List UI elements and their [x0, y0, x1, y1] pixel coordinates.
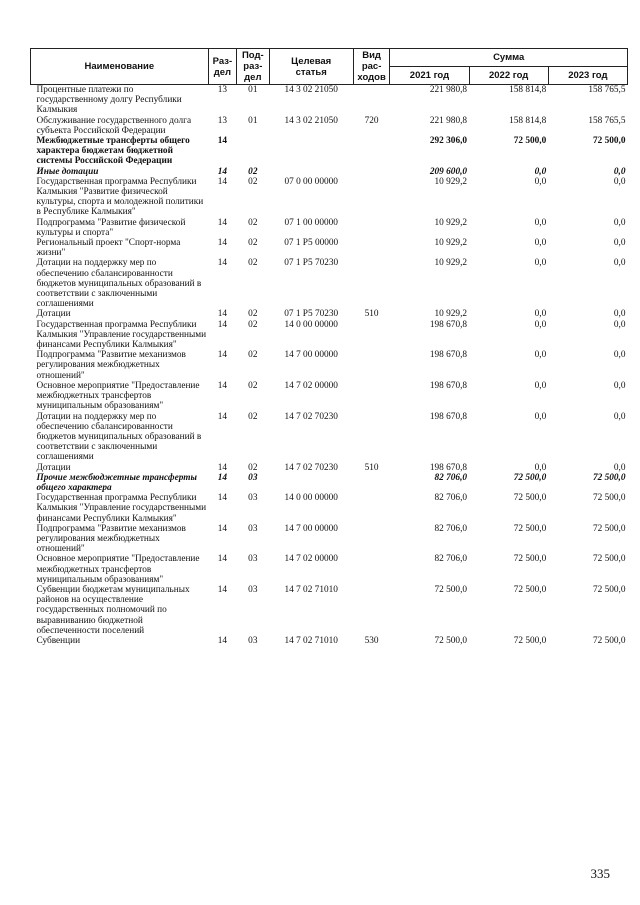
row-article: 14 0 00 00000: [284, 319, 338, 330]
row-sum-2023: 72 500,0: [592, 136, 626, 147]
row-podrazdel: 02: [248, 176, 258, 187]
row-sum-2022: 72 500,0: [513, 584, 547, 595]
table-row: [31, 320, 628, 351]
row-vid: [353, 258, 390, 309]
row-article: 14 7 00 00000: [284, 350, 338, 361]
row-razdel: 14: [217, 258, 228, 269]
table-row: [31, 167, 628, 177]
row-vid: [353, 238, 390, 258]
budget-table: [30, 48, 628, 646]
row-name: Подпрограмма "Развитие механизмов регулирования межбюджетных отношений": [36, 350, 186, 381]
row-sum-2022: 0,0: [534, 238, 547, 249]
row-razdel: 13: [217, 115, 228, 126]
row-sum-2021: 10 929,2: [434, 309, 468, 320]
row-vid: [353, 585, 390, 636]
row-sum-2023: 0,0: [613, 309, 626, 320]
row-vid: [353, 320, 390, 351]
row-sum-2022: 158 814,8: [509, 85, 547, 95]
row-sum-2021: 82 706,0: [434, 472, 468, 483]
table-row: [31, 238, 628, 258]
row-sum-2021: 82 706,0: [434, 493, 468, 504]
row-sum-2023: 0,0: [613, 411, 626, 422]
row-razdel: 14: [217, 584, 228, 595]
row-podrazdel: 02: [248, 350, 258, 361]
row-razdel: 14: [217, 350, 228, 361]
row-sum-2022: 0,0: [534, 166, 547, 177]
row-podrazdel: 02: [248, 238, 258, 249]
row-name: Государственная программа Республики Калмыкия "Управление государственными финансами Республики Калмыкия": [36, 319, 207, 351]
table-row: [31, 493, 628, 524]
row-article: 14 3 02 21050: [284, 85, 338, 95]
row-sum-2022: 72 500,0: [513, 523, 547, 534]
row-article: [269, 136, 353, 167]
table-row: [31, 136, 628, 167]
row-sum-2021: 221 980,8: [429, 85, 468, 95]
row-razdel: 14: [217, 176, 228, 187]
row-name: Субвенции бюджетам муниципальных районов на осуществление государственных полномочий по выравниванию бюджетной обеспеченности поселений: [36, 584, 190, 636]
row-vid: [353, 473, 390, 493]
table-row: [31, 636, 628, 646]
header-2021: 2021 год: [390, 67, 469, 85]
row-podrazdel: [237, 136, 269, 167]
row-article: 14 7 02 70230: [284, 411, 338, 422]
row-article: [269, 473, 353, 493]
table-row: [31, 177, 628, 218]
row-podrazdel: 02: [248, 166, 258, 177]
row-vid: [353, 381, 390, 412]
row-sum-2022: 72 500,0: [513, 635, 547, 646]
row-sum-2021: 72 500,0: [434, 584, 468, 595]
row-sum-2021: 221 980,8: [429, 115, 468, 126]
row-sum-2023: 72 500,0: [592, 472, 626, 483]
table-row: [31, 463, 628, 473]
row-name: Подпрограмма "Развитие физической культуры и спорта": [36, 217, 186, 238]
row-razdel: 14: [217, 493, 228, 504]
row-name: Прочие межбюджетные трансферты общего характера: [36, 472, 197, 493]
row-razdel: 13: [217, 85, 228, 95]
header-name: Наименование: [31, 49, 209, 85]
row-sum-2023: 72 500,0: [592, 493, 626, 504]
table-row: [31, 350, 628, 381]
row-article: 14 7 02 71010: [284, 635, 338, 646]
row-vid: [353, 524, 390, 555]
row-podrazdel: 03: [248, 584, 258, 595]
row-sum-2022: 0,0: [534, 319, 547, 330]
row-vid: [353, 350, 390, 381]
row-article: 14 7 02 00000: [284, 554, 338, 565]
row-vid: [353, 493, 390, 524]
row-sum-2022: 0,0: [534, 258, 547, 269]
row-sum-2021: 198 670,8: [429, 319, 468, 330]
row-sum-2022: 0,0: [534, 411, 547, 422]
row-sum-2023: 0,0: [613, 462, 626, 473]
row-sum-2023: 0,0: [613, 176, 626, 187]
row-sum-2022: 0,0: [534, 380, 547, 391]
table-row: [31, 412, 628, 463]
row-podrazdel: 03: [248, 523, 258, 534]
row-sum-2022: 0,0: [534, 309, 547, 320]
row-razdel: 14: [217, 319, 228, 330]
row-sum-2022: 72 500,0: [513, 554, 547, 565]
row-podrazdel: 02: [248, 380, 258, 391]
row-sum-2022: 0,0: [534, 462, 547, 473]
row-podrazdel: 03: [248, 493, 258, 504]
row-name: Государственная программа Республики Калмыкия "Развитие физической культуры, спорта и молодежной политики в Республике Калмыкия": [36, 176, 204, 218]
row-sum-2023: 72 500,0: [592, 584, 626, 595]
row-article: 14 7 02 71010: [284, 584, 338, 595]
row-sum-2022: 0,0: [534, 176, 547, 187]
row-sum-2022: 72 500,0: [513, 136, 547, 147]
row-vid: 510: [364, 309, 379, 320]
row-sum-2022: 72 500,0: [513, 472, 547, 483]
row-name: Субвенции: [36, 635, 81, 646]
row-razdel: 14: [217, 166, 228, 177]
row-name: Региональный проект "Спорт-норма жизни": [36, 238, 181, 259]
row-podrazdel: 02: [248, 462, 258, 473]
header-2023: 2023 год: [548, 67, 627, 85]
row-article: 07 1 P5 70230: [284, 258, 339, 269]
row-razdel: 14: [217, 238, 228, 249]
row-sum-2022: 0,0: [534, 350, 547, 361]
row-name: Основное мероприятие "Предоставление межбюджетных трансфертов муниципальным образованиям": [36, 380, 200, 412]
header-vid: Вид рас- ходов: [353, 49, 390, 85]
row-vid: [353, 177, 390, 218]
row-article: 14 0 00 00000: [284, 493, 338, 504]
row-name: Иные дотации: [36, 166, 99, 177]
row-sum-2022: 0,0: [534, 217, 547, 228]
table-row: [31, 473, 628, 493]
header-2022: 2022 год: [469, 67, 548, 85]
row-name: Дотации: [36, 309, 71, 320]
row-article: 07 0 00 00000: [284, 176, 338, 187]
row-name: Государственная программа Республики Калмыкия "Управление государственными финансами Республики Калмыкия": [36, 493, 207, 524]
row-razdel: 14: [217, 411, 228, 422]
row-podrazdel: 02: [248, 319, 258, 330]
row-podrazdel: 01: [248, 115, 258, 126]
row-razdel: 14: [217, 380, 228, 391]
row-razdel: 14: [217, 136, 228, 147]
row-sum-2023: 0,0: [613, 350, 626, 361]
row-podrazdel: 02: [248, 309, 258, 320]
row-razdel: 14: [217, 554, 228, 565]
row-razdel: 14: [217, 309, 228, 320]
row-vid: 720: [364, 115, 379, 126]
table-row: [31, 309, 628, 319]
row-sum-2023: 158 765,5: [588, 115, 626, 126]
row-sum-2021: 10 929,2: [434, 176, 468, 187]
row-podrazdel: 03: [248, 635, 258, 646]
row-article: 14 7 02 70230: [284, 462, 338, 473]
row-sum-2021: 209 600,0: [429, 166, 468, 177]
row-sum-2021: 198 670,8: [429, 380, 468, 391]
row-vid: [353, 85, 390, 116]
row-sum-2021: 10 929,2: [434, 238, 468, 249]
header-sum: Сумма: [390, 49, 628, 67]
row-podrazdel: 01: [248, 85, 258, 95]
row-podrazdel: 03: [248, 472, 258, 483]
row-name: Подпрограмма "Развитие механизмов регулирования межбюджетных отношений": [36, 523, 186, 555]
row-sum-2021: 72 500,0: [434, 635, 468, 646]
row-name: Обслуживание государственного долга субъекта Российской Федерации: [36, 115, 192, 136]
row-sum-2023: 0,0: [613, 166, 626, 177]
row-name: Дотации на поддержку мер по обеспечению сбалансированности бюджетов муниципальных образований в соответствии с заключенными соглашениями: [36, 258, 202, 310]
row-vid: [353, 218, 390, 238]
row-vid: [353, 136, 390, 167]
row-sum-2023: 158 765,5: [588, 85, 626, 95]
row-podrazdel: 02: [248, 411, 258, 422]
row-sum-2023: 0,0: [613, 319, 626, 330]
row-sum-2023: 72 500,0: [592, 523, 626, 534]
row-razdel: 14: [217, 635, 228, 646]
row-article: 07 1 00 00000: [284, 217, 338, 228]
row-sum-2021: 10 929,2: [434, 217, 468, 228]
row-sum-2021: 82 706,0: [434, 523, 468, 534]
row-article: 14 7 00 00000: [284, 523, 338, 534]
row-sum-2021: 198 670,8: [429, 462, 468, 473]
row-sum-2021: 292 306,0: [429, 136, 468, 147]
table-row: [31, 116, 628, 136]
row-sum-2021: 198 670,8: [429, 350, 468, 361]
page-number: 335: [590, 866, 610, 881]
row-sum-2023: 0,0: [613, 238, 626, 249]
row-name: Процентные платежи по государственному долгу Республики Калмыкия: [36, 85, 182, 116]
row-article: 14 7 02 00000: [284, 380, 338, 391]
header-podrazdel: Под- раз- дел: [237, 49, 269, 85]
header-article: Целевая статья: [269, 49, 353, 85]
row-vid: [353, 167, 390, 177]
row-name: Дотации на поддержку мер по обеспечению сбалансированности бюджетов муниципальных образований в соответствии с заключенными соглашениями: [36, 411, 202, 463]
row-name: Межбюджетные трансферты общего характера бюджетам бюджетной системы Российской Федерации: [36, 136, 190, 167]
row-sum-2023: 72 500,0: [592, 635, 626, 646]
table-row: [31, 218, 628, 238]
row-podrazdel: 02: [248, 258, 258, 269]
row-vid: 530: [364, 635, 379, 646]
row-article: 14 3 02 21050: [284, 115, 338, 126]
row-sum-2021: 82 706,0: [434, 554, 468, 565]
row-sum-2021: 10 929,2: [434, 258, 468, 269]
table-row: [31, 524, 628, 555]
row-razdel: 14: [217, 462, 228, 473]
row-sum-2022: 158 814,8: [509, 115, 547, 126]
table-row: [31, 258, 628, 309]
row-sum-2023: 0,0: [613, 380, 626, 391]
row-name: Дотации: [36, 462, 71, 473]
row-sum-2021: 198 670,8: [429, 411, 468, 422]
row-article: 07 1 P5 70230: [284, 309, 339, 320]
row-name: Основное мероприятие "Предоставление межбюджетных трансфертов муниципальным образованиям": [36, 554, 200, 585]
row-podrazdel: 03: [248, 554, 258, 565]
header-razdel: Раз- дел: [208, 49, 236, 85]
row-article: [269, 167, 353, 177]
table-row: [31, 85, 628, 116]
row-sum-2023: 0,0: [613, 258, 626, 269]
row-sum-2022: 72 500,0: [513, 493, 547, 504]
table-row: [31, 585, 628, 636]
row-podrazdel: 02: [248, 217, 258, 228]
row-vid: [353, 554, 390, 585]
row-sum-2023: 72 500,0: [592, 554, 626, 565]
table-row: [31, 554, 628, 585]
row-vid: [353, 412, 390, 463]
row-razdel: 14: [217, 523, 228, 534]
row-vid: 510: [364, 462, 379, 473]
row-sum-2023: 0,0: [613, 217, 626, 228]
table-row: [31, 381, 628, 412]
row-razdel: 14: [217, 217, 228, 228]
row-razdel: 14: [217, 472, 228, 483]
row-article: 07 1 P5 00000: [284, 238, 339, 249]
